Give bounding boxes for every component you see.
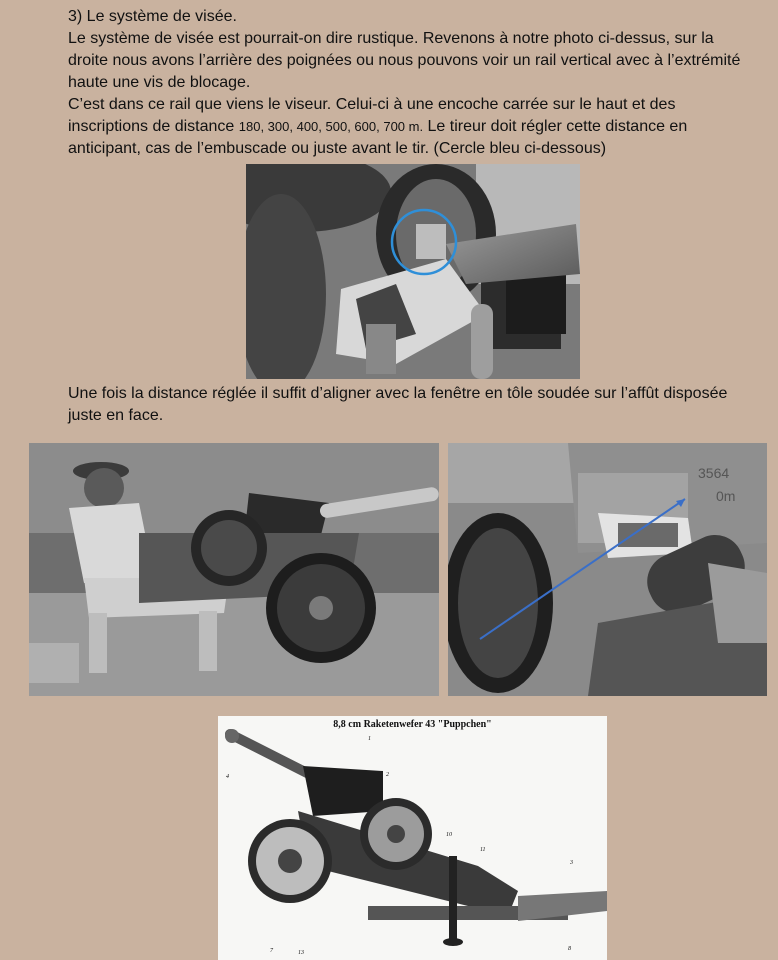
callout-11: 11 — [480, 847, 486, 853]
diagram-title: 8,8 cm Raketenwefer 43 "Puppchen" — [333, 719, 492, 730]
labeled-diagram — [218, 716, 607, 960]
callout-2: 2 — [386, 772, 389, 778]
callout-3: 3 — [570, 860, 573, 866]
paragraph-line: C’est dans ce rail que viens le viseur. Celui-ci à une encoche carrée sur le haut et des — [68, 96, 676, 113]
paragraph-line: haute une vis de blocage. — [68, 74, 251, 91]
gunner-seated-photo — [29, 443, 439, 696]
plate-marking: 0m — [716, 488, 736, 504]
paragraph-line: anticipant, cas de l’embuscade ou juste avant le tir. (Cercle bleu ci-dessous) — [68, 140, 607, 157]
paragraph-line: droite nous avons l’arrière des poignées ou nous pouvons voir un rail vertical avec à l’extrémité — [68, 52, 741, 69]
paragraph-line: Une fois la distance réglée il suffit d’aligner avec la fenêtre en tôle soudée sur l’affût disposée — [68, 385, 728, 402]
paragraph-line: Le système de visée est pourrait-on dire rustique. Revenons à notre photo ci-dessus, sur la — [68, 30, 714, 47]
paragraph-line — [68, 116, 758, 138]
callout-13: 13 — [298, 950, 304, 956]
callout-7: 7 — [270, 948, 273, 954]
callout-8: 8 — [568, 946, 571, 952]
section-heading: 3) Le système de visée. — [68, 8, 237, 25]
welded-window-photo — [448, 443, 767, 696]
callout-10: 10 — [446, 832, 452, 838]
callout-4: 4 — [226, 774, 229, 780]
distance-values: 180, 300, 400, 500, 600, 700 m. — [238, 119, 424, 134]
section-alignment — [68, 383, 758, 427]
paragraph-line: juste en face. — [68, 407, 164, 424]
distances-prefix: inscriptions de distance — [68, 118, 239, 135]
distances-suffix: Le tireur doit régler cette distance en — [423, 118, 688, 135]
callout-1: 1 — [368, 736, 371, 742]
sight-closeup-photo — [246, 164, 580, 379]
section-sighting-system — [68, 6, 758, 160]
plate-marking: 3564 — [698, 465, 730, 481]
